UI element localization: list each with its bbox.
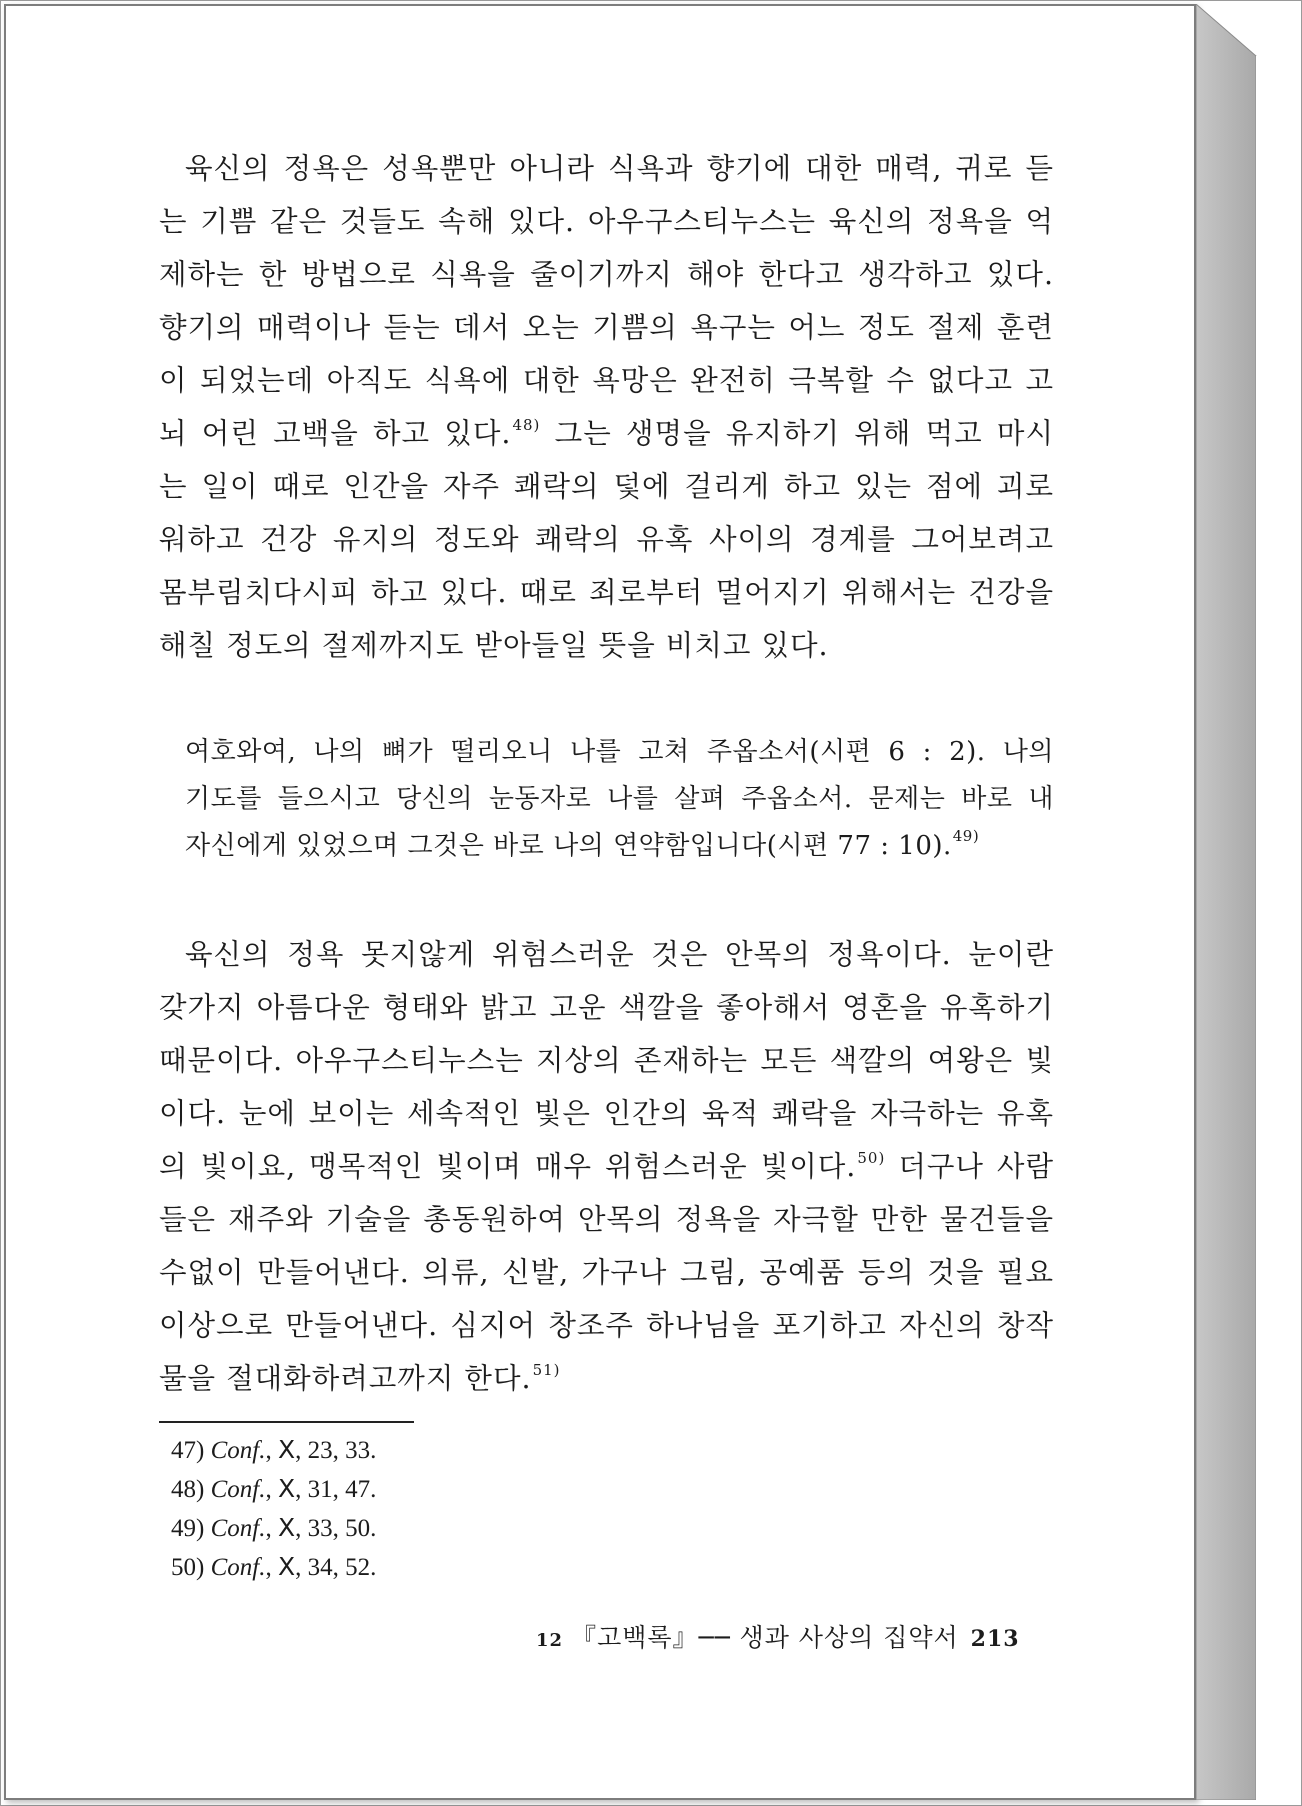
text-segment: 뇌 어린 고백을 하고 있다. (159, 417, 512, 450)
quote-line: 여호와여, 나의 뼈가 떨리오니 나를 고쳐 주옵소서(시편 6 : 2). 나의 (185, 737, 1054, 767)
footnote-divider (159, 1421, 414, 1423)
text-segment: 그는 생명을 유지하기 위해 먹고 마시 (540, 417, 1054, 450)
page-body (159, 142, 1054, 1587)
text-line: 들은 재주와 기술을 총동원하여 안목의 정욕을 자극할 만한 물건들을 (159, 1203, 1054, 1236)
chapter-number: 12 (536, 1630, 564, 1651)
text-line: 이다. 눈에 보이는 세속적인 빛은 인간의 육적 쾌락을 자극하는 유혹 (159, 1097, 1054, 1130)
quote-line: 기도를 들으시고 당신의 눈동자로 나를 살펴 주옵소서. 문제는 바로 내 (185, 784, 1054, 814)
text-line: 때문이다. 아우구스티누스는 지상의 존재하는 모든 색깔의 여왕은 빛 (159, 1044, 1054, 1077)
text-segment: 물을 절대화하려고까지 한다. (159, 1362, 532, 1395)
text-line: 이 되었는데 아직도 식욕에 대한 욕망은 완전히 극복할 수 없다고 고 (159, 364, 1054, 397)
text-segment: 더구나 사람 (885, 1150, 1054, 1183)
footnote-ref-49: 49) (952, 827, 980, 845)
text-line: 수없이 만들어낸다. 의류, 신발, 가구나 그림, 공예품 등의 것을 필요 (159, 1256, 1054, 1289)
text-line (159, 1140, 1054, 1193)
text-line: 향기의 매력이나 듣는 데서 오는 기쁨의 욕구는 어느 정도 절제 훈련 (159, 311, 1054, 344)
page-number: 213 (970, 1626, 1020, 1652)
paragraph-2 (159, 928, 1054, 1405)
text-line: 갖가지 아름다운 형태와 밝고 고운 색깔을 좋아해서 영혼을 유혹하기 (159, 991, 1054, 1024)
text-line: 는 일이 때로 인간을 자주 쾌락의 덫에 걸리게 하고 있는 점에 괴로 (159, 470, 1054, 503)
quote-line (185, 823, 1054, 870)
footnote-ref-48: 48) (512, 416, 541, 434)
block-quote (159, 729, 1054, 870)
text-line: 워하고 건강 유지의 정도와 쾌락의 유혹 사이의 경계를 그어보려고 (159, 523, 1054, 556)
running-footer (536, 1618, 1056, 1654)
footnote-ref-51: 51) (532, 1361, 561, 1379)
text-segment: 의 빛이요, 맹목적인 빛이며 매우 위험스러운 빛이다. (159, 1150, 857, 1183)
paragraph-1 (159, 142, 1054, 672)
footnote-source: Conf. (210, 1476, 266, 1503)
footnote-source: Conf. (210, 1437, 266, 1464)
footnote-48 (171, 1470, 1054, 1509)
footnote-number: 49) (171, 1515, 205, 1542)
footnote-ref: , Ⅹ, 34, 52. (265, 1554, 377, 1581)
text-line: 육신의 정욕 못지않게 위험스러운 것은 안목의 정욕이다. 눈이란 (185, 938, 1054, 971)
text-line: 육신의 정욕은 성욕뿐만 아니라 식욕과 향기에 대한 매력, 귀로 듣 (185, 152, 1054, 185)
text-line (159, 407, 1054, 460)
text-line: 몸부림치다시피 하고 있다. 때로 죄로부터 멀어지기 위해서는 건강을 (159, 576, 1054, 609)
footnote-ref: , Ⅹ, 33, 50. (265, 1515, 377, 1542)
text-line: 이상으로 만들어낸다. 심지어 창조주 하나님을 포기하고 자신의 창작 (159, 1309, 1054, 1342)
footnote-ref: , Ⅹ, 23, 33. (265, 1437, 377, 1464)
text-line (159, 1352, 1054, 1405)
text-line: 는 기쁨 같은 것들도 속해 있다. 아우구스티누스는 육신의 정욕을 억 (159, 205, 1054, 238)
text-segment: 자신에게 있었으며 그것은 바로 나의 연약함입니다(시편 77 : 10). (185, 831, 952, 861)
footnote-number: 47) (171, 1437, 205, 1464)
text-line: 제하는 한 방법으로 식욕을 줄이기까지 해야 한다고 생각하고 있다. (159, 258, 1054, 291)
footnotes (159, 1431, 1054, 1587)
footnote-number: 48) (171, 1476, 205, 1503)
text-line: 해칠 정도의 절제까지도 받아들일 뜻을 비치고 있다. (159, 629, 829, 662)
footnote-ref: , Ⅹ, 31, 47. (265, 1476, 377, 1503)
footnote-47 (171, 1431, 1054, 1470)
footnote-50 (171, 1548, 1054, 1587)
footnote-49 (171, 1509, 1054, 1548)
footnote-source: Conf. (210, 1554, 266, 1581)
book-page (4, 4, 1196, 1800)
footnote-ref-50: 50) (857, 1149, 886, 1167)
book-spine (1196, 4, 1300, 1800)
footnote-number: 50) (171, 1554, 205, 1581)
chapter-title: 『고백록』── 생과 사상의 집약서 (571, 1623, 959, 1652)
footnote-source: Conf. (210, 1515, 266, 1542)
